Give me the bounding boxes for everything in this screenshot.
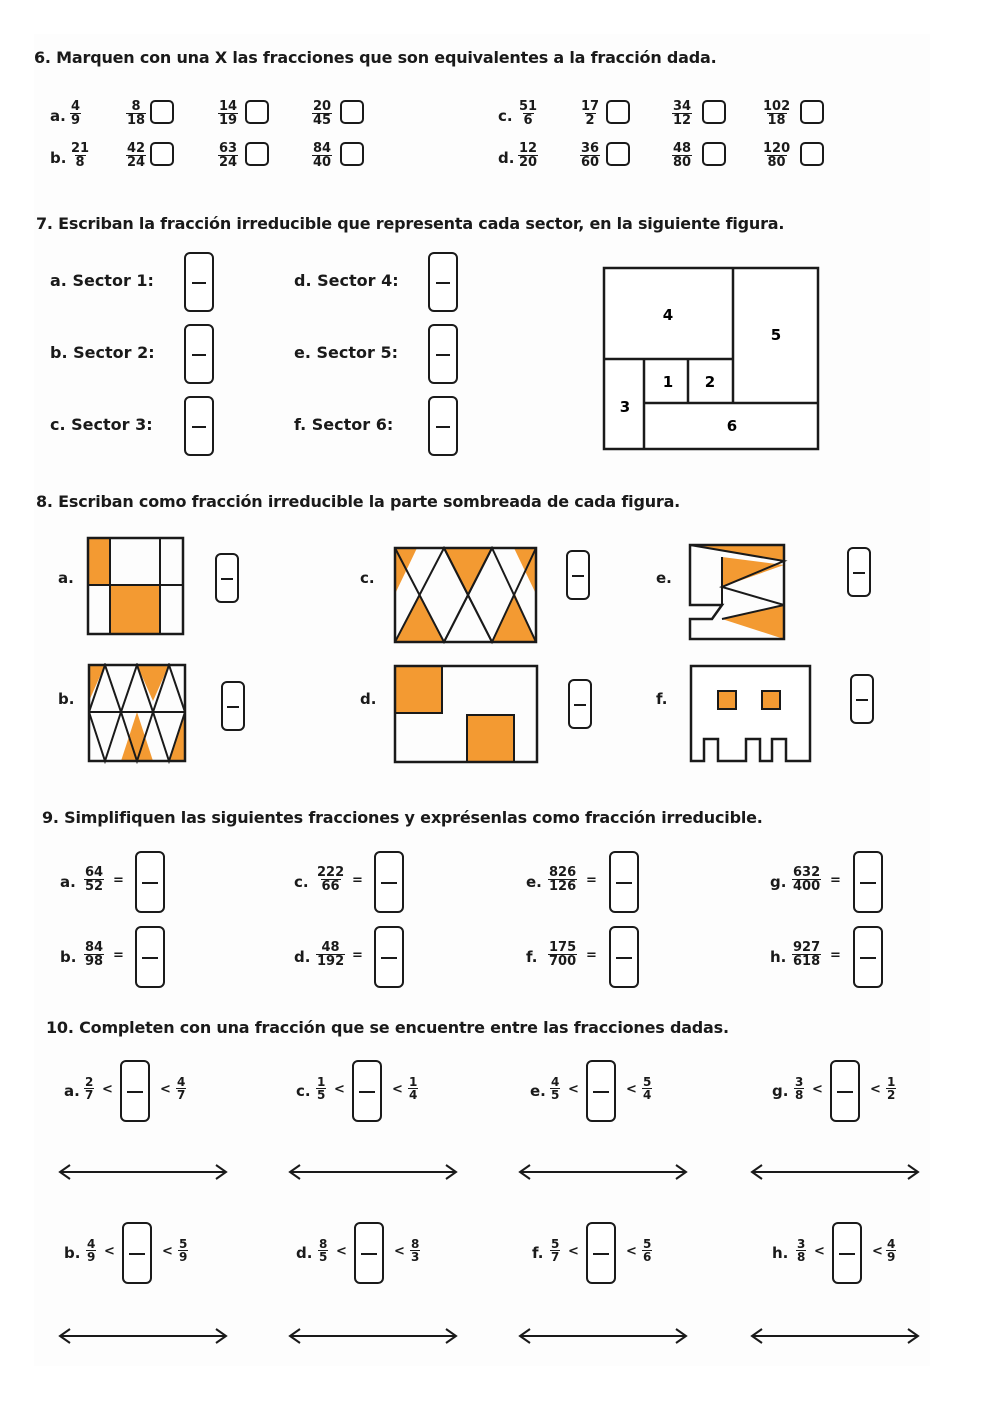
ex8-answer-box[interactable] <box>568 679 592 729</box>
number-line-arrow <box>516 1327 690 1345</box>
ex6-label-b: b. <box>50 149 67 167</box>
ex10-label: e. <box>530 1082 546 1100</box>
ex10-answer-box[interactable] <box>586 1060 616 1122</box>
sector-figure <box>600 265 822 453</box>
ex6-option-fraction: $\frac{8}{18}$ <box>127 99 146 128</box>
sector-label-5: 5 <box>770 326 782 344</box>
sector-label-2: 2 <box>704 373 716 391</box>
ex6-option-fraction: $\frac{17}{2}$ <box>581 99 600 128</box>
ex10-left-fraction: $\frac{4}{5}$ <box>551 1075 560 1102</box>
equals-sign: = <box>586 873 597 888</box>
ex9-answer-box[interactable] <box>374 926 404 988</box>
ex10-left-fraction: $\frac{2}{7}$ <box>85 1075 94 1102</box>
number-line-arrow <box>56 1327 230 1345</box>
exercise-8-title: 8. Escriban como fracción irreducible la parte sombreada de cada figura. <box>36 492 681 511</box>
less-than-sign: < <box>334 1082 345 1097</box>
ex8-answer-box[interactable] <box>221 681 245 731</box>
ex6-option-fraction: $\frac{120}{80}$ <box>763 141 791 170</box>
ex6-checkbox[interactable] <box>702 100 726 124</box>
ex7-item-label: c. Sector 3: <box>50 415 153 434</box>
ex8-answer-box[interactable] <box>847 547 871 597</box>
ex9-fraction: $\frac{826}{126}$ <box>549 865 577 894</box>
figure-e <box>688 543 788 643</box>
ex10-answer-box[interactable] <box>354 1222 384 1284</box>
ex6-checkbox[interactable] <box>245 142 269 166</box>
ex10-answer-box[interactable] <box>832 1222 862 1284</box>
ex6-given-fraction-a: $\frac{4}{9}$ <box>71 99 81 128</box>
ex6-given-fraction-b: $\frac{21}{8}$ <box>71 141 90 170</box>
ex6-option-fraction: $\frac{36}{60}$ <box>581 141 600 170</box>
ex9-fraction: $\frac{175}{700}$ <box>549 940 577 969</box>
ex10-left-fraction: $\frac{5}{7}$ <box>551 1237 560 1264</box>
ex10-label: c. <box>296 1082 311 1100</box>
ex10-left-fraction: $\frac{3}{8}$ <box>797 1237 806 1264</box>
ex6-option-fraction: $\frac{102}{18}$ <box>763 99 791 128</box>
ex10-label: d. <box>296 1244 313 1262</box>
equals-sign: = <box>830 948 841 963</box>
ex7-answer-box[interactable] <box>184 396 214 456</box>
ex10-right-fraction: $\frac{4}{7}$ <box>177 1075 186 1102</box>
figure-b <box>87 663 187 764</box>
equals-sign: = <box>352 873 363 888</box>
ex8-answer-box[interactable] <box>850 674 874 724</box>
ex8-label-e: e. <box>656 569 672 587</box>
ex9-answer-box[interactable] <box>135 851 165 913</box>
ex9-fraction: $\frac{64}{52}$ <box>85 865 104 894</box>
ex10-answer-box[interactable] <box>352 1060 382 1122</box>
equals-sign: = <box>352 948 363 963</box>
shaded-region <box>492 594 536 642</box>
ex9-label: b. <box>60 948 77 966</box>
ex10-answer-box[interactable] <box>122 1222 152 1284</box>
ex8-label-f: f. <box>656 690 668 708</box>
shaded-region <box>762 691 780 709</box>
figure-f <box>688 663 814 764</box>
ex10-right-fraction: $\frac{4}{9}$ <box>887 1237 896 1264</box>
ex10-answer-box[interactable] <box>120 1060 150 1122</box>
shaded-region <box>137 665 169 701</box>
ex10-right-fraction: $\frac{5}{6}$ <box>643 1237 652 1264</box>
ex7-answer-box[interactable] <box>184 252 214 312</box>
ex9-fraction: $\frac{222}{66}$ <box>317 865 345 894</box>
ex10-label: b. <box>64 1244 81 1262</box>
ex6-checkbox[interactable] <box>702 142 726 166</box>
ex6-label-d: d. <box>498 149 515 167</box>
ex7-answer-box[interactable] <box>428 252 458 312</box>
ex7-item-label: b. Sector 2: <box>50 343 155 362</box>
ex10-left-fraction: $\frac{4}{9}$ <box>87 1237 96 1264</box>
ex10-right-fraction: $\frac{1}{2}$ <box>887 1075 896 1102</box>
ex7-answer-box[interactable] <box>428 396 458 456</box>
number-line-arrow <box>56 1163 230 1181</box>
ex9-answer-box[interactable] <box>853 926 883 988</box>
shaded-region <box>467 715 514 762</box>
ex8-label-d: d. <box>360 690 377 708</box>
sector-label-6: 6 <box>726 417 738 435</box>
figure-c <box>393 546 539 646</box>
ex6-checkbox[interactable] <box>245 100 269 124</box>
shaded-region <box>444 548 492 594</box>
ex6-option-fraction: $\frac{84}{40}$ <box>313 141 332 170</box>
number-line-arrow <box>286 1327 460 1345</box>
ex6-given-fraction-c: $\frac{51}{6}$ <box>519 99 538 128</box>
less-than-sign: < <box>568 1244 579 1259</box>
less-than-sign: < <box>626 1244 637 1259</box>
ex9-label: h. <box>770 948 787 966</box>
ex7-item-label: f. Sector 6: <box>294 415 394 434</box>
ex10-right-fraction: $\frac{8}{3}$ <box>411 1237 420 1264</box>
less-than-sign: < <box>102 1082 113 1097</box>
shaded-region <box>88 538 110 585</box>
ex6-option-fraction: $\frac{34}{12}$ <box>673 99 692 128</box>
ex8-label-b: b. <box>58 690 75 708</box>
ex6-checkbox[interactable] <box>800 142 824 166</box>
ex9-answer-box[interactable] <box>609 926 639 988</box>
figure-d <box>393 664 539 765</box>
less-than-sign: < <box>104 1244 115 1259</box>
ex9-label: e. <box>526 873 542 891</box>
shaded-region <box>395 666 442 713</box>
ex10-right-fraction: $\frac{5}{9}$ <box>179 1237 188 1264</box>
ex9-answer-box[interactable] <box>135 926 165 988</box>
equals-sign: = <box>113 948 124 963</box>
ex9-label: c. <box>294 873 309 891</box>
less-than-sign: < <box>872 1244 883 1259</box>
ex9-fraction: $\frac{632}{400}$ <box>793 865 821 894</box>
ex9-answer-box[interactable] <box>609 851 639 913</box>
ex10-label: g. <box>772 1082 789 1100</box>
ex8-answer-box[interactable] <box>215 553 239 603</box>
shaded-region <box>110 585 160 634</box>
equals-sign: = <box>113 873 124 888</box>
ex6-checkbox[interactable] <box>150 100 174 124</box>
less-than-sign: < <box>336 1244 347 1259</box>
ex10-right-fraction: $\frac{1}{4}$ <box>409 1075 418 1102</box>
ex6-label-c: c. <box>498 107 513 125</box>
exercise-7-title: 7. Escriban la fracción irreducible que representa cada sector, en la siguiente figura. <box>36 214 785 233</box>
equals-sign: = <box>830 873 841 888</box>
equals-sign: = <box>586 948 597 963</box>
ex6-option-fraction: $\frac{14}{19}$ <box>219 99 238 128</box>
number-line-arrow <box>748 1327 922 1345</box>
less-than-sign: < <box>160 1082 171 1097</box>
less-than-sign: < <box>626 1082 637 1097</box>
shaded-region <box>722 605 784 639</box>
less-than-sign: < <box>568 1082 579 1097</box>
exercise-6-title: 6. Marquen con una X las fracciones que son equivalentes a la fracción dada. <box>34 48 717 67</box>
less-than-sign: < <box>812 1082 823 1097</box>
ex6-option-fraction: $\frac{63}{24}$ <box>219 141 238 170</box>
ex7-answer-box[interactable] <box>184 324 214 384</box>
ex6-given-fraction-d: $\frac{12}{20}$ <box>519 141 538 170</box>
ex10-left-fraction: $\frac{3}{8}$ <box>795 1075 804 1102</box>
ex6-option-fraction: $\frac{48}{80}$ <box>673 141 692 170</box>
less-than-sign: < <box>814 1244 825 1259</box>
ex10-label: h. <box>772 1244 789 1262</box>
ex9-fraction: $\frac{927}{618}$ <box>793 940 821 969</box>
less-than-sign: < <box>394 1244 405 1259</box>
ex6-option-fraction: $\frac{42}{24}$ <box>127 141 146 170</box>
ex9-answer-box[interactable] <box>853 851 883 913</box>
ex9-fraction: $\frac{84}{98}$ <box>85 940 104 969</box>
shaded-region <box>121 712 153 761</box>
ex9-label: a. <box>60 873 76 891</box>
ex10-label: f. <box>532 1244 544 1262</box>
shaded-region <box>396 594 444 642</box>
ex7-answer-box[interactable] <box>428 324 458 384</box>
ex7-item-label: e. Sector 5: <box>294 343 398 362</box>
number-line-arrow <box>516 1163 690 1181</box>
ex6-checkbox[interactable] <box>800 100 824 124</box>
ex9-label: g. <box>770 873 787 891</box>
ex8-label-a: a. <box>58 569 74 587</box>
ex6-option-fraction: $\frac{20}{45}$ <box>313 99 332 128</box>
ex7-item-label: a. Sector 1: <box>50 271 154 290</box>
ex10-label: a. <box>64 1082 80 1100</box>
less-than-sign: < <box>392 1082 403 1097</box>
ex7-item-label: d. Sector 4: <box>294 271 399 290</box>
ex9-label: d. <box>294 948 311 966</box>
number-line-arrow <box>286 1163 460 1181</box>
ex10-answer-box[interactable] <box>586 1222 616 1284</box>
exercise-9-title: 9. Simplifiquen las siguientes fracciones y exprésenlas como fracción irreducible. <box>42 808 763 827</box>
ex9-label: f. <box>526 948 538 966</box>
shaded-region <box>718 691 736 709</box>
sector-label-4: 4 <box>662 306 674 324</box>
ex10-left-fraction: $\frac{1}{5}$ <box>317 1075 326 1102</box>
ex10-answer-box[interactable] <box>830 1060 860 1122</box>
number-line-arrow <box>748 1163 922 1181</box>
sector-label-1: 1 <box>662 373 674 391</box>
ex6-checkbox[interactable] <box>340 100 364 124</box>
ex6-checkbox[interactable] <box>606 142 630 166</box>
ex8-label-c: c. <box>360 569 375 587</box>
ex10-right-fraction: $\frac{5}{4}$ <box>643 1075 652 1102</box>
less-than-sign: < <box>870 1082 881 1097</box>
figure-a <box>86 536 186 637</box>
exercise-10-title: 10. Completen con una fracción que se encuentre entre las fracciones dadas. <box>46 1018 729 1037</box>
ex9-fraction: $\frac{48}{192}$ <box>317 940 345 969</box>
ex6-checkbox[interactable] <box>606 100 630 124</box>
ex6-label-a: a. <box>50 107 66 125</box>
ex8-answer-box[interactable] <box>566 550 590 600</box>
ex9-answer-box[interactable] <box>374 851 404 913</box>
less-than-sign: < <box>162 1244 173 1259</box>
ex10-left-fraction: $\frac{8}{5}$ <box>319 1237 328 1264</box>
ex6-checkbox[interactable] <box>150 142 174 166</box>
sector-label-3: 3 <box>619 398 631 416</box>
ex6-checkbox[interactable] <box>340 142 364 166</box>
